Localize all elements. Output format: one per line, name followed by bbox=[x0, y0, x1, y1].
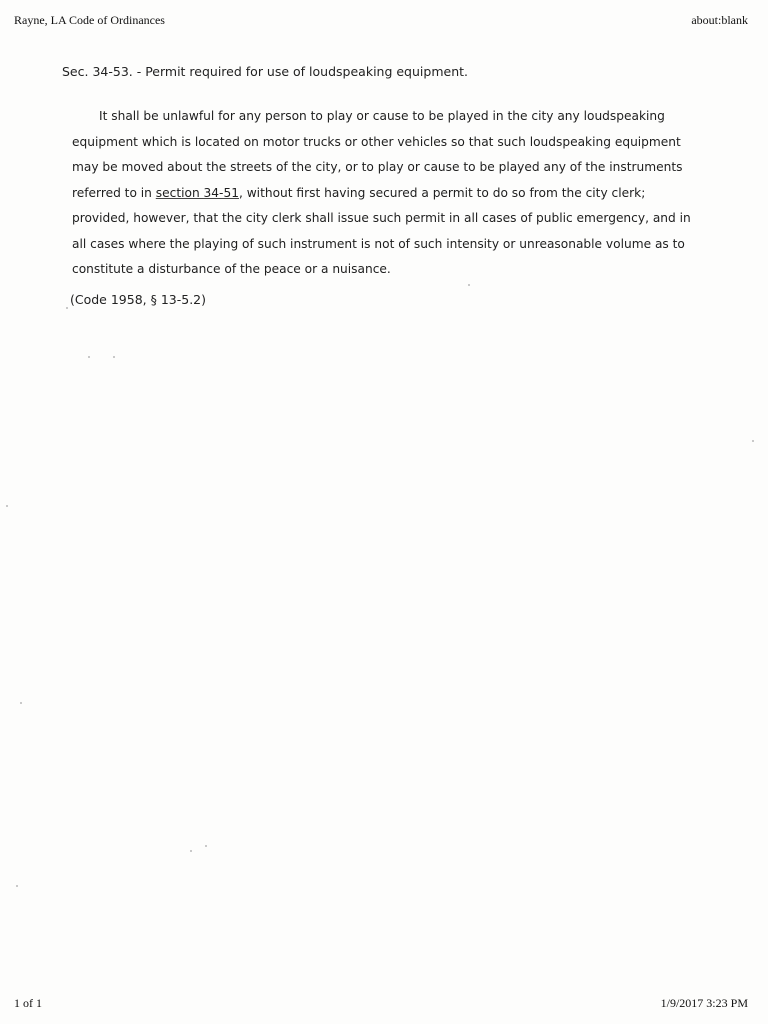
scan-speck bbox=[6, 505, 8, 507]
scan-speck bbox=[752, 440, 754, 442]
scan-speck bbox=[190, 850, 192, 852]
page-count-footer: 1 of 1 bbox=[14, 996, 42, 1010]
scan-speck bbox=[113, 356, 115, 358]
body-line: It shall be unlawful for any person to play or cause to be played in the city any loudspeaking bbox=[99, 109, 665, 123]
scan-speck bbox=[66, 307, 68, 309]
body-text-fragment: , without first having secured a permit to do so from the city clerk; bbox=[238, 185, 646, 200]
scan-speck bbox=[20, 702, 22, 704]
section-reference-link[interactable]: section 34-51 bbox=[155, 185, 239, 200]
body-line: constitute a disturbance of the peace or a nuisance. bbox=[72, 262, 391, 276]
body-line-with-reference bbox=[72, 181, 712, 207]
body-text-fragment: referred to in bbox=[72, 185, 152, 200]
scan-speck bbox=[205, 845, 207, 847]
page-url-header: about:blank bbox=[691, 13, 748, 27]
history-note: (Code 1958, § 13-5.2) bbox=[70, 292, 207, 307]
print-timestamp-footer: 1/9/2017 3:23 PM bbox=[660, 996, 748, 1010]
scan-speck bbox=[468, 284, 470, 286]
section-body bbox=[72, 104, 712, 283]
body-line: may be moved about the streets of the city, or to play or cause to be played any of the instruments bbox=[72, 160, 683, 174]
body-line: provided, however, that the city clerk shall issue such permit in all cases of public emergency, and in bbox=[72, 211, 691, 225]
document-source-header: Rayne, LA Code of Ordinances bbox=[14, 13, 165, 27]
scan-speck bbox=[16, 885, 18, 887]
section-title: Sec. 34-53. - Permit required for use of loudspeaking equipment. bbox=[62, 64, 468, 79]
body-line: all cases where the playing of such instrument is not of such intensity or unreasonable volume as to bbox=[72, 236, 685, 251]
body-line: equipment which is located on motor trucks or other vehicles so that such loudspeaking equipment bbox=[72, 134, 681, 149]
scan-speck bbox=[88, 356, 90, 358]
